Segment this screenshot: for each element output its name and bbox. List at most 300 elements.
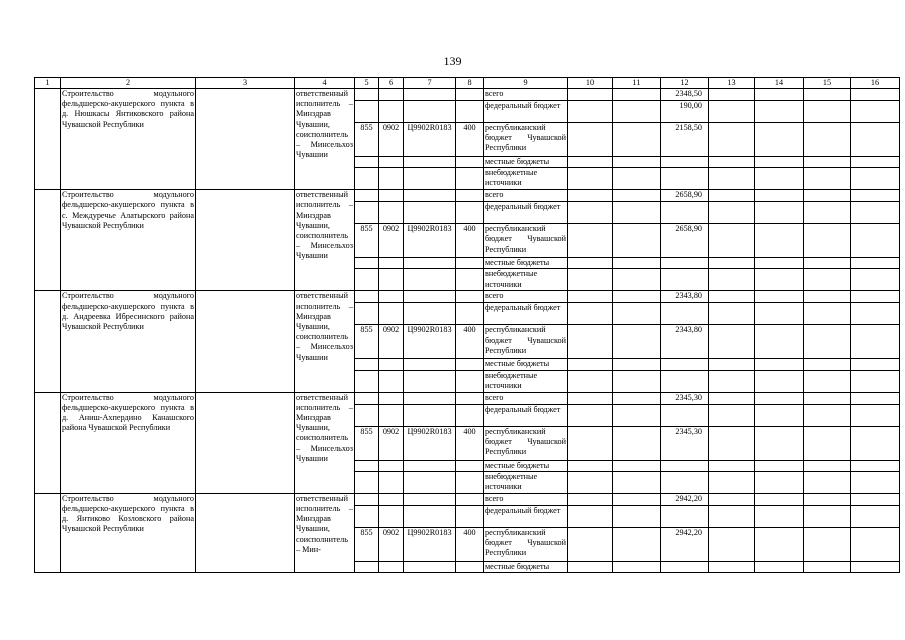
cell-col10 <box>568 392 613 404</box>
amount-col12 <box>661 370 709 392</box>
cell-col14 <box>755 561 804 572</box>
code-c6 <box>379 101 404 123</box>
cell-col10 <box>568 303 613 325</box>
code-c5: 855 <box>355 527 379 561</box>
object-name: Строительство модульного фельдшерско-акушерского пункта в с. Междуречье Алатырского района Чувашской Республики <box>61 190 196 291</box>
code-c8 <box>456 101 484 123</box>
funding-source: всего <box>484 190 568 202</box>
code-c5 <box>355 404 379 426</box>
table-row <box>35 392 900 404</box>
cell-col13 <box>709 493 755 505</box>
cell-col3 <box>196 291 295 392</box>
cell-col13 <box>709 269 755 291</box>
amount-col12: 2658,90 <box>661 224 709 258</box>
cell-col16 <box>851 101 900 123</box>
funding-source: внебюджетные источники <box>484 269 568 291</box>
amount-col12 <box>661 202 709 224</box>
cell-col14 <box>755 404 804 426</box>
object-name: Строительство модульного фельдшерско-акушерского пункта в д. Янтиково Козловского района Чувашской Республики <box>61 493 196 572</box>
code-c5 <box>355 269 379 291</box>
cell-col16 <box>851 224 900 258</box>
code-c7 <box>404 202 456 224</box>
column-header-6: 6 <box>379 78 404 89</box>
cell-col13 <box>709 101 755 123</box>
cell-col16 <box>851 460 900 471</box>
cell-col15 <box>804 505 851 527</box>
responsible-executor: ответственный исполнитель – Минздрав Чувашии, соисполнитель – Мин- <box>295 493 355 572</box>
cell-col11 <box>613 404 661 426</box>
funding-source: местные бюджеты <box>484 359 568 370</box>
cell-col16 <box>851 325 900 359</box>
code-c6 <box>379 89 404 101</box>
cell-col1 <box>35 392 61 493</box>
page-number: 139 <box>443 54 462 68</box>
cell-col3 <box>196 190 295 291</box>
funding-source: внебюджетные источники <box>484 168 568 190</box>
code-c5: 855 <box>355 426 379 460</box>
code-c7 <box>404 392 456 404</box>
cell-col16 <box>851 392 900 404</box>
funding-source: внебюджетные источники <box>484 471 568 493</box>
amount-col12: 2345,30 <box>661 426 709 460</box>
cell-col13 <box>709 460 755 471</box>
cell-col10 <box>568 190 613 202</box>
funding-source: внебюджетные источники <box>484 370 568 392</box>
cell-col15 <box>804 370 851 392</box>
code-c5 <box>355 89 379 101</box>
cell-col11 <box>613 493 661 505</box>
object-name: Строительство модульного фельдшерско-акушерского пункта в д. Нюшкасы Янтиковского района Чувашской Республики <box>61 89 196 190</box>
cell-col10 <box>568 505 613 527</box>
cell-col14 <box>755 168 804 190</box>
funding-source: федеральный бюджет <box>484 202 568 224</box>
code-c7 <box>404 168 456 190</box>
code-c6 <box>379 258 404 269</box>
cell-col16 <box>851 359 900 370</box>
cell-col14 <box>755 89 804 101</box>
cell-col11 <box>613 426 661 460</box>
cell-col13 <box>709 258 755 269</box>
cell-col3 <box>196 392 295 493</box>
cell-col14 <box>755 426 804 460</box>
cell-col13 <box>709 89 755 101</box>
column-header-11: 11 <box>613 78 661 89</box>
code-c8 <box>456 561 484 572</box>
code-c5 <box>355 291 379 303</box>
cell-col10 <box>568 404 613 426</box>
code-c7 <box>404 157 456 168</box>
cell-col11 <box>613 224 661 258</box>
amount-col12 <box>661 168 709 190</box>
cell-col13 <box>709 370 755 392</box>
responsible-executor: ответственный исполнитель – Минздрав Чувашии, соисполнитель – Минсельхоз Чувашии <box>295 291 355 392</box>
amount-col12: 2343,80 <box>661 291 709 303</box>
object-name: Строительство модульного фельдшерско-акушерского пункта в д. Андреевка Ибресинского района Чувашской Республики <box>61 291 196 392</box>
code-c8 <box>456 168 484 190</box>
code-c8 <box>456 505 484 527</box>
amount-col12 <box>661 359 709 370</box>
cell-col11 <box>613 157 661 168</box>
cell-col16 <box>851 426 900 460</box>
funding-source: республиканский бюджет Чувашской Республики <box>484 527 568 561</box>
code-c7 <box>404 190 456 202</box>
code-c5 <box>355 471 379 493</box>
code-c8 <box>456 370 484 392</box>
cell-col15 <box>804 89 851 101</box>
object-name: Строительство модульного фельдшерско-акушерского пункта в д. Аниш-Ахпердино Канашского района Чувашской Республики <box>61 392 196 493</box>
cell-col16 <box>851 303 900 325</box>
cell-col10 <box>568 168 613 190</box>
funding-source: местные бюджеты <box>484 561 568 572</box>
code-c5: 855 <box>355 224 379 258</box>
cell-col14 <box>755 325 804 359</box>
cell-col10 <box>568 157 613 168</box>
code-c7 <box>404 460 456 471</box>
code-c6 <box>379 291 404 303</box>
cell-col16 <box>851 202 900 224</box>
code-c5 <box>355 303 379 325</box>
cell-col14 <box>755 157 804 168</box>
cell-col14 <box>755 258 804 269</box>
code-c5 <box>355 493 379 505</box>
cell-col16 <box>851 269 900 291</box>
code-c8: 400 <box>456 325 484 359</box>
code-c8 <box>456 291 484 303</box>
cell-col10 <box>568 561 613 572</box>
code-c5: 855 <box>355 123 379 157</box>
code-c8 <box>456 89 484 101</box>
cell-col14 <box>755 359 804 370</box>
column-header-12: 12 <box>661 78 709 89</box>
code-c6 <box>379 359 404 370</box>
cell-col11 <box>613 303 661 325</box>
cell-col10 <box>568 258 613 269</box>
cell-col13 <box>709 123 755 157</box>
code-c6 <box>379 505 404 527</box>
cell-col14 <box>755 493 804 505</box>
cell-col11 <box>613 561 661 572</box>
code-c7 <box>404 258 456 269</box>
cell-col10 <box>568 89 613 101</box>
cell-col11 <box>613 325 661 359</box>
cell-col16 <box>851 493 900 505</box>
funding-source: местные бюджеты <box>484 157 568 168</box>
code-c6 <box>379 493 404 505</box>
cell-col10 <box>568 493 613 505</box>
cell-col10 <box>568 370 613 392</box>
code-c7 <box>404 404 456 426</box>
column-header-10: 10 <box>568 78 613 89</box>
cell-col13 <box>709 291 755 303</box>
cell-col15 <box>804 471 851 493</box>
cell-col14 <box>755 527 804 561</box>
cell-col10 <box>568 460 613 471</box>
code-c8 <box>456 157 484 168</box>
column-header-4: 4 <box>295 78 355 89</box>
amount-col12 <box>661 404 709 426</box>
cell-col14 <box>755 370 804 392</box>
cell-col16 <box>851 168 900 190</box>
column-header-1: 1 <box>35 78 61 89</box>
cell-col14 <box>755 269 804 291</box>
table-row <box>35 190 900 202</box>
cell-col13 <box>709 202 755 224</box>
amount-col12 <box>661 471 709 493</box>
cell-col1 <box>35 89 61 190</box>
code-c6: 0902 <box>379 527 404 561</box>
cell-col11 <box>613 190 661 202</box>
code-c8: 400 <box>456 123 484 157</box>
amount-col12: 2345,30 <box>661 392 709 404</box>
code-c6: 0902 <box>379 123 404 157</box>
code-c8 <box>456 303 484 325</box>
amount-col12 <box>661 561 709 572</box>
code-c6 <box>379 460 404 471</box>
code-c5 <box>355 258 379 269</box>
code-c8 <box>456 190 484 202</box>
code-c8 <box>456 404 484 426</box>
cell-col16 <box>851 370 900 392</box>
column-header-2: 2 <box>61 78 196 89</box>
column-header-14: 14 <box>755 78 804 89</box>
cell-col11 <box>613 258 661 269</box>
cell-col10 <box>568 123 613 157</box>
code-c5 <box>355 157 379 168</box>
cell-col14 <box>755 392 804 404</box>
cell-col15 <box>804 224 851 258</box>
code-c7: Ц9902R0183 <box>404 527 456 561</box>
funding-source: республиканский бюджет Чувашской Республики <box>484 224 568 258</box>
table-row <box>35 291 900 303</box>
code-c8 <box>456 460 484 471</box>
cell-col15 <box>804 561 851 572</box>
code-c8: 400 <box>456 527 484 561</box>
table-row <box>35 89 900 101</box>
code-c7 <box>404 471 456 493</box>
cell-col11 <box>613 89 661 101</box>
cell-col15 <box>804 303 851 325</box>
cell-col13 <box>709 303 755 325</box>
cell-col15 <box>804 291 851 303</box>
cell-col13 <box>709 404 755 426</box>
funding-source: всего <box>484 493 568 505</box>
code-c7 <box>404 493 456 505</box>
amount-col12 <box>661 505 709 527</box>
funding-source: всего <box>484 291 568 303</box>
funding-source: республиканский бюджет Чувашской Республики <box>484 325 568 359</box>
code-c5 <box>355 202 379 224</box>
cell-col15 <box>804 269 851 291</box>
cell-col16 <box>851 561 900 572</box>
cell-col16 <box>851 258 900 269</box>
cell-col11 <box>613 291 661 303</box>
amount-col12: 2658,90 <box>661 190 709 202</box>
cell-col14 <box>755 471 804 493</box>
amount-col12: 2942,20 <box>661 493 709 505</box>
cell-col11 <box>613 359 661 370</box>
cell-col3 <box>196 89 295 190</box>
cell-col13 <box>709 426 755 460</box>
code-c8 <box>456 202 484 224</box>
code-c8 <box>456 392 484 404</box>
code-c5: 855 <box>355 325 379 359</box>
column-header-9: 9 <box>484 78 568 89</box>
cell-col10 <box>568 426 613 460</box>
cell-col16 <box>851 527 900 561</box>
cell-col13 <box>709 325 755 359</box>
code-c6 <box>379 303 404 325</box>
cell-col10 <box>568 325 613 359</box>
code-c7 <box>404 505 456 527</box>
code-c6 <box>379 202 404 224</box>
column-header-16: 16 <box>851 78 900 89</box>
amount-col12: 2942,20 <box>661 527 709 561</box>
cell-col13 <box>709 157 755 168</box>
column-header-8: 8 <box>456 78 484 89</box>
code-c8 <box>456 258 484 269</box>
code-c5 <box>355 168 379 190</box>
cell-col16 <box>851 89 900 101</box>
code-c8 <box>456 493 484 505</box>
funding-source: федеральный бюджет <box>484 101 568 123</box>
cell-col13 <box>709 561 755 572</box>
cell-col10 <box>568 527 613 561</box>
amount-col12: 2348,50 <box>661 89 709 101</box>
code-c6 <box>379 392 404 404</box>
cell-col13 <box>709 505 755 527</box>
cell-col13 <box>709 190 755 202</box>
cell-col15 <box>804 101 851 123</box>
code-c5 <box>355 505 379 527</box>
code-c6: 0902 <box>379 325 404 359</box>
cell-col3 <box>196 493 295 572</box>
cell-col13 <box>709 224 755 258</box>
cell-col15 <box>804 404 851 426</box>
code-c6 <box>379 404 404 426</box>
cell-col16 <box>851 505 900 527</box>
cell-col14 <box>755 460 804 471</box>
code-c5 <box>355 370 379 392</box>
cell-col16 <box>851 471 900 493</box>
cell-col11 <box>613 123 661 157</box>
funding-source: федеральный бюджет <box>484 404 568 426</box>
cell-col10 <box>568 359 613 370</box>
cell-col16 <box>851 123 900 157</box>
code-c7 <box>404 561 456 572</box>
cell-col11 <box>613 202 661 224</box>
code-c7 <box>404 291 456 303</box>
code-c6 <box>379 471 404 493</box>
cell-col14 <box>755 505 804 527</box>
code-c8: 400 <box>456 426 484 460</box>
amount-col12 <box>661 460 709 471</box>
cell-col11 <box>613 101 661 123</box>
cell-col15 <box>804 493 851 505</box>
code-c7 <box>404 89 456 101</box>
cell-col1 <box>35 493 61 572</box>
cell-col11 <box>613 527 661 561</box>
code-c6: 0902 <box>379 224 404 258</box>
column-header-15: 15 <box>804 78 851 89</box>
code-c7 <box>404 101 456 123</box>
funding-source: местные бюджеты <box>484 258 568 269</box>
code-c5 <box>355 561 379 572</box>
cell-col15 <box>804 426 851 460</box>
code-c8 <box>456 359 484 370</box>
code-c8 <box>456 471 484 493</box>
code-c7 <box>404 303 456 325</box>
cell-col14 <box>755 291 804 303</box>
cell-col14 <box>755 123 804 157</box>
code-c5 <box>355 359 379 370</box>
cell-col14 <box>755 202 804 224</box>
cell-col15 <box>804 157 851 168</box>
cell-col11 <box>613 471 661 493</box>
funding-source: федеральный бюджет <box>484 303 568 325</box>
amount-col12: 190,00 <box>661 101 709 123</box>
cell-col10 <box>568 224 613 258</box>
cell-col15 <box>804 258 851 269</box>
funding-source: федеральный бюджет <box>484 505 568 527</box>
responsible-executor: ответственный исполнитель – Минздрав Чувашии, соисполнитель – Минсельхоз Чувашии <box>295 392 355 493</box>
funding-source: местные бюджеты <box>484 460 568 471</box>
code-c5 <box>355 460 379 471</box>
cell-col14 <box>755 101 804 123</box>
amount-col12: 2343,80 <box>661 325 709 359</box>
cell-col10 <box>568 291 613 303</box>
cell-col16 <box>851 190 900 202</box>
code-c6 <box>379 190 404 202</box>
cell-col11 <box>613 370 661 392</box>
cell-col11 <box>613 269 661 291</box>
amount-col12 <box>661 303 709 325</box>
cell-col15 <box>804 190 851 202</box>
code-c7 <box>404 359 456 370</box>
responsible-executor: ответственный исполнитель – Минздрав Чувашии, соисполнитель – Минсельхоз Чувашии <box>295 190 355 291</box>
cell-col1 <box>35 291 61 392</box>
cell-col11 <box>613 505 661 527</box>
column-header-5: 5 <box>355 78 379 89</box>
table-row <box>35 493 900 505</box>
cell-col16 <box>851 157 900 168</box>
cell-col11 <box>613 460 661 471</box>
cell-col10 <box>568 202 613 224</box>
code-c6: 0902 <box>379 426 404 460</box>
cell-col10 <box>568 269 613 291</box>
code-c7 <box>404 269 456 291</box>
code-c6 <box>379 157 404 168</box>
cell-col13 <box>709 359 755 370</box>
cell-col14 <box>755 224 804 258</box>
cell-col1 <box>35 190 61 291</box>
amount-col12 <box>661 258 709 269</box>
cell-col15 <box>804 325 851 359</box>
funding-source: всего <box>484 392 568 404</box>
cell-col13 <box>709 527 755 561</box>
amount-col12: 2158,50 <box>661 123 709 157</box>
cell-col11 <box>613 392 661 404</box>
cell-col15 <box>804 460 851 471</box>
code-c5 <box>355 392 379 404</box>
amount-col12 <box>661 269 709 291</box>
code-c6 <box>379 370 404 392</box>
column-header-3: 3 <box>196 78 295 89</box>
cell-col15 <box>804 168 851 190</box>
code-c7: Ц9902R0183 <box>404 224 456 258</box>
code-c7: Ц9902R0183 <box>404 123 456 157</box>
column-header-13: 13 <box>709 78 755 89</box>
cell-col10 <box>568 471 613 493</box>
